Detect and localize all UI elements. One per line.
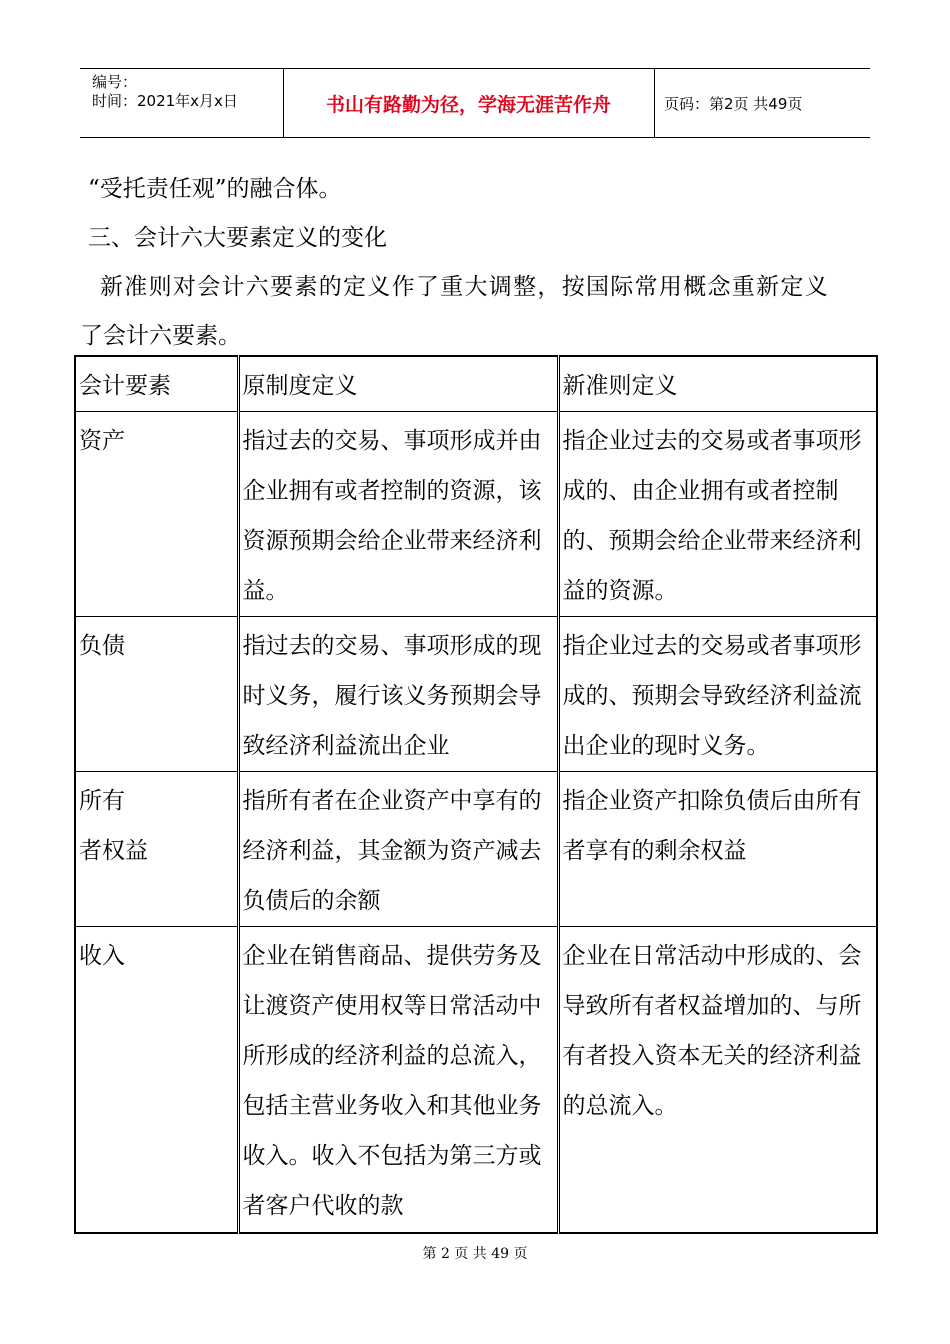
element-label-line-2: 者权益 [79,838,148,864]
page-header [80,68,870,138]
new-definition-cell: 指企业过去的交易或者事项形成的、预期会导致经济利益流出企业的现时义务。 [558,617,877,772]
element-cell [75,772,238,927]
table-row [75,412,877,617]
page-footer: 第 2 页 共 49 页 [422,1246,528,1262]
table-row [75,772,877,927]
document-time-label: 时间：2021年x月x日 [92,92,238,110]
section-heading: 三、会计六大要素定义的变化 [88,225,387,251]
new-definition-cell: 指企业资产扣除负债后由所有者享有的剩余权益 [558,772,877,927]
element-cell: 资产 [75,412,238,617]
old-definition-cell: 企业在销售商品、提供劳务及让渡资产使用权等日常活动中所形成的经济利益的总流入，包括主营业务收入和其他业务收入。收入不包括为第三方或者客户代收的款 [238,927,558,1233]
definitions-table [74,355,878,1234]
table-header-row [75,356,877,412]
intro-paragraph-line-1: 新准则对会计六要素的定义作了重大调整，按国际常用概念重新定义 [100,274,829,300]
header-divider [654,69,655,137]
header-cell-old-definition: 原制度定义 [238,356,558,412]
header-cell-element: 会计要素 [75,356,238,412]
document-number-label: 编号： [92,73,138,91]
header-page-number: 页码：第2页 共49页 [664,94,803,113]
table-row [75,927,877,1233]
intro-paragraph-line-2: 了会计六要素。 [80,323,241,349]
old-definition-cell: 指过去的交易、事项形成的现时义务，履行该义务预期会导致经济利益流出企业 [238,617,558,772]
element-cell: 收入 [75,927,238,1233]
old-definition-cell: 指过去的交易、事项形成并由企业拥有或者控制的资源，该资源预期会给企业带来经济利益。 [238,412,558,617]
header-meta [92,73,238,111]
header-cell-new-definition: 新准则定义 [558,356,877,412]
header-motto: 书山有路勤为径，学海无涯苦作舟 [325,93,611,116]
continued-paragraph: “受托责任观”的融合体。 [88,176,342,202]
old-definition-cell: 指所有者在企业资产中享有的经济利益，其金额为资产减去负债后的余额 [238,772,558,927]
element-cell: 负债 [75,617,238,772]
new-definition-cell: 指企业过去的交易或者事项形成的、由企业拥有或者控制的、预期会给企业带来经济利益的资源。 [558,412,877,617]
new-definition-cell: 企业在日常活动中形成的、会导致所有者权益增加的、与所有者投入资本无关的经济利益的总流入。 [558,927,877,1233]
table-row [75,617,877,772]
element-label-line-1: 所有 [79,788,125,814]
